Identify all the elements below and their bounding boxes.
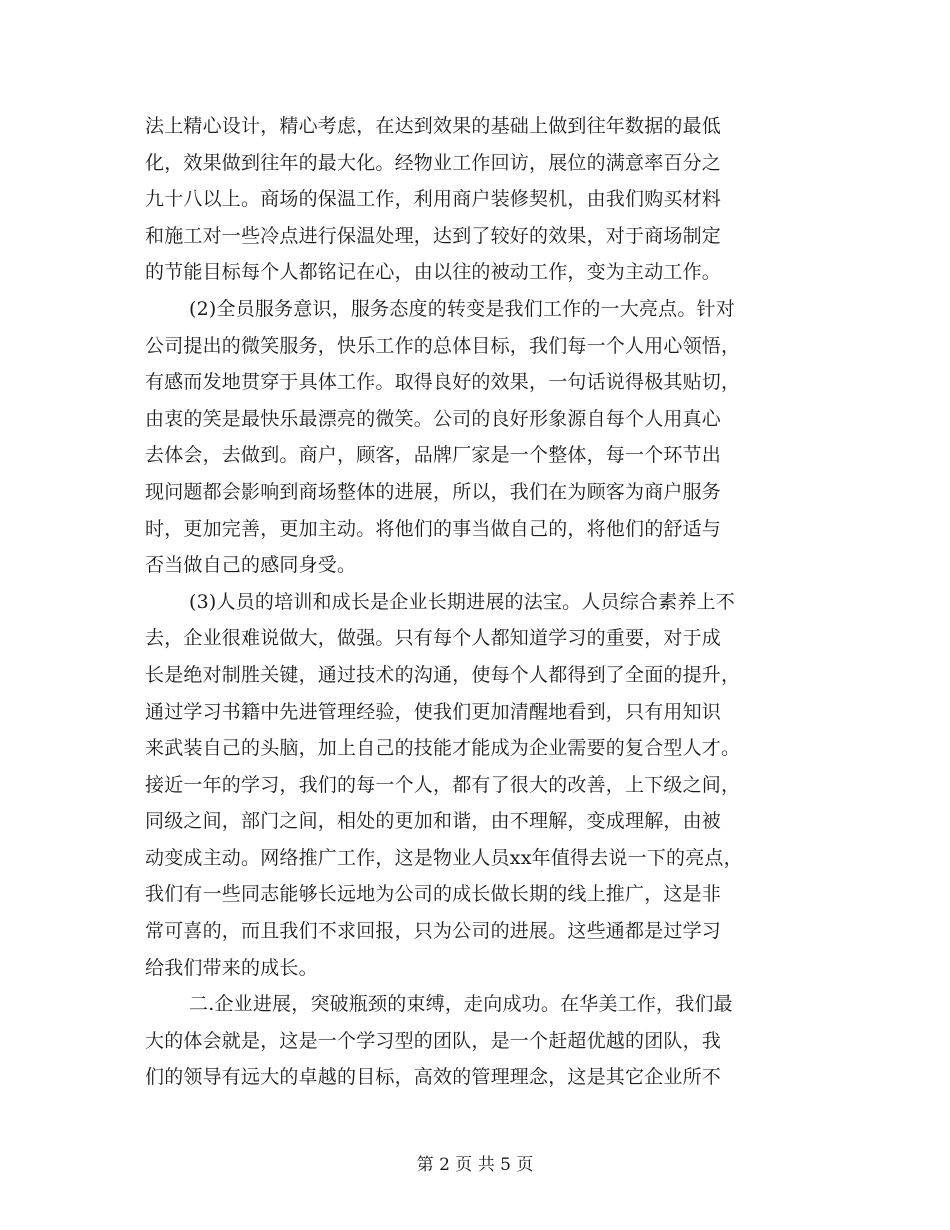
text-line: 去，企业很难说做大，做强。只有每个人都知道学习的重要，对于成 [145, 627, 722, 650]
text-line: 否当做自己的感同身受。 [145, 554, 357, 577]
text-line: 有感而发地贯穿于具体工作。取得良好的效果，一句话说得极其贴切， [145, 371, 741, 394]
body-text [145, 108, 825, 1096]
text-line: 动变成主动。网络推广工作，这是物业人员xx年值得去说一下的亮点， [145, 846, 743, 869]
text-line: 公司提出的微笑服务，快乐工作的总体目标，我们每一个人用心领悟， [145, 334, 741, 357]
text-line: 法上精心设计，精心考虑，在达到效果的基础上做到往年数据的最低 [145, 115, 722, 137]
text-line: 同级之间，部门之间，相处的更加和谐，由不理解，变成理解，由被 [145, 810, 722, 833]
text-line: 我们有一些同志能够长远地为公司的成长做长期的线上推广，这是非 [145, 883, 722, 906]
text-line: 九十八以上。商场的保温工作，利用商户装修契机，由我们购买材料 [145, 188, 722, 211]
text-line: 大的体会就是，这是一个学习型的团队，是一个赶超优越的团队，我 [145, 1029, 722, 1052]
text-line: 化，效果做到往年的最大化。经物业工作回访，展位的满意率百分之 [145, 151, 722, 174]
text-line: 给我们带来的成长。 [145, 956, 318, 979]
text-line: 通过学习书籍中先进管理经验，使我们更加清醒地看到，只有用知识 [145, 700, 722, 723]
text-line: 现问题都会影响到商场整体的进展，所以，我们在为顾客为商户服务 [145, 480, 722, 503]
paragraph-first-line: (2)全员服务意识，服务态度的转变是我们工作的一大亮点。针对 [189, 297, 735, 320]
paragraph-first-line: (3)人员的培训和成长是企业长期进展的法宝。人员综合素养上不 [189, 590, 735, 613]
paragraph-first-line: 二.企业进展，突破瓶颈的束缚，走向成功。在华美工作，我们最 [189, 993, 733, 1016]
text-line: 们的领导有远大的卓越的目标，高效的管理理念，这是其它企业所不 [145, 1066, 722, 1089]
text-line: 时，更加完善，更加主动。将他们的事当做自己的，将他们的舒适与 [145, 517, 722, 540]
text-line: 来武装自己的头脑，加上自己的技能才能成为企业需要的复合型人才。 [145, 737, 741, 760]
text-line: 由衷的笑是最快乐最漂亮的微笑。公司的良好形象源自每个人用真心 [145, 407, 722, 430]
text-line: 常可喜的，而且我们不求回报，只为公司的进展。这些通都是过学习 [145, 920, 722, 943]
text-line: 去体会，去做到。商户，顾客，品牌厂家是一个整体，每一个环节出 [145, 444, 722, 467]
text-line: 和施工对一些冷点进行保温处理，达到了较好的效果，对于商场制定 [145, 224, 722, 247]
text-line: 接近一年的学习，我们的每一个人，都有了很大的改善，上下级之间， [145, 773, 741, 796]
text-line: 长是绝对制胜关键，通过技术的沟通，使每个人都得到了全面的提升， [145, 663, 741, 686]
page-footer: 第 2 页 共 5 页 [416, 1155, 534, 1175]
text-line: 的节能目标每个人都铭记在心，由以往的被动工作，变为主动工作。 [145, 261, 722, 284]
